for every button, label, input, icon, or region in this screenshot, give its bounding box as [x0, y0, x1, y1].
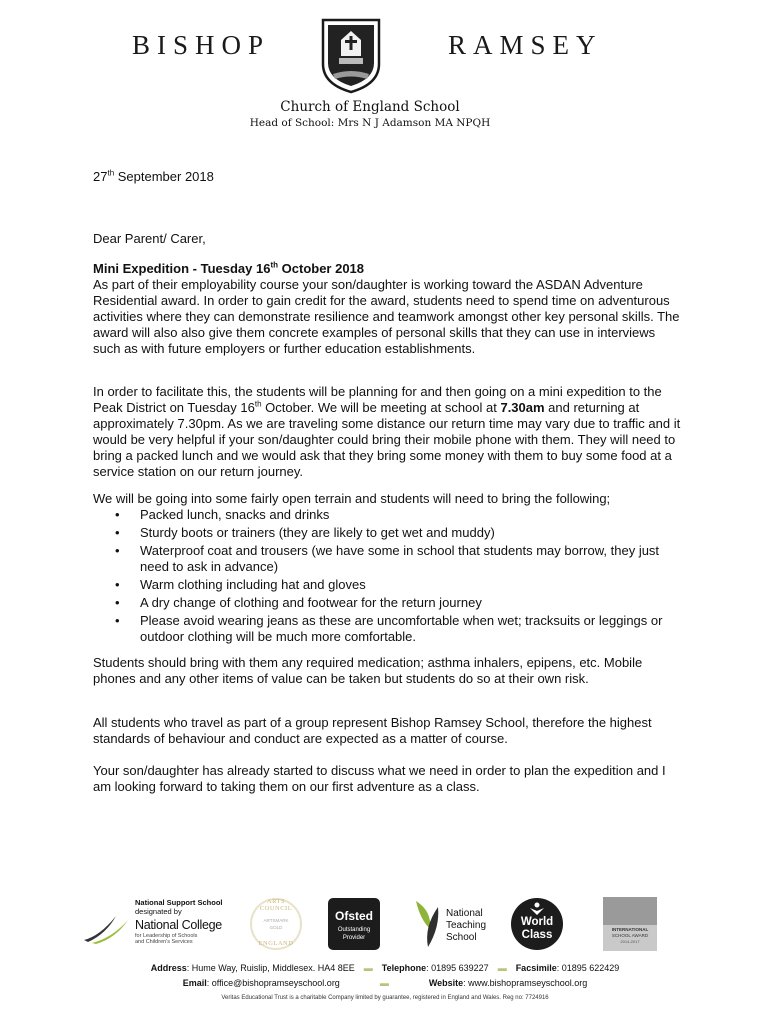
national-teaching-school-logo: [412, 897, 497, 951]
world-class-logo: [511, 898, 563, 950]
nc-line1: National Support School: [135, 898, 223, 907]
arts-mid1: ARTSMARK: [263, 918, 289, 923]
school-crest-icon: [321, 18, 381, 94]
isa-line3: 2014-2017: [620, 939, 640, 944]
paragraph-5: Your son/daughter has already started to discuss what we need in order to plan the expedition and I am looking forward to taking them on our first adventure as a class.: [93, 763, 666, 794]
ofsted-line1: Outstanding: [337, 927, 371, 933]
website-label: Website: [428, 978, 464, 988]
nts-line1: National: [446, 908, 483, 919]
international-school-award-logo: [603, 897, 657, 951]
letter-date: [93, 169, 685, 185]
school-name-right: RAMSEY: [448, 30, 603, 60]
ofsted-line2: Provider: [342, 935, 366, 941]
world-class-figure-icon: [529, 902, 545, 916]
isa-banner: [603, 897, 657, 925]
paragraph-2: In order to facilitate this, the students will be planning for and then going on a mini expedition to the Peak District on Tuesday 16th October. We will be meeting at school at 7.30am and returning at approximately 7.30pm. As we are traveling some distance our return time may vary due to traffic and it would be very helpful if your son/daughter could bring their mobile phone with them. They will need to bring a packed lunch and we would ask that they bring some money with them to buy some food at a service station on our return journey.: [93, 384, 681, 479]
separator: ▬: [379, 978, 389, 988]
head-of-school: Head of School: Mrs N J Adamson MA NPQH: [249, 117, 491, 129]
arts-top: ARTS COUNCIL: [259, 898, 293, 912]
separator: ▬: [497, 963, 507, 973]
date-day: 27: [93, 169, 108, 184]
equipment-section: [93, 491, 685, 645]
facsimile-label: Facsimile: [515, 963, 557, 973]
email-label: Email: [182, 978, 207, 988]
list-item: • Sturdy boots or trainers (they are likely to get wet and muddy): [93, 525, 685, 541]
telephone-label: Telephone: [381, 963, 427, 973]
paragraph-1: As part of their employability course your son/daughter is working toward the ASDAN Adventure Residential award. In order to gain credit for the award, students need to spend time on adventurous activities where they can demonstrate resilience and teamwork amongst other key personal skills. The award will also also give them concrete examples of personal skills that they can use in interviews such as with future employers or further education establishments.: [93, 277, 680, 356]
list-item: • Please avoid wearing jeans as these are uncomfortable when wet; tracksuits or leggings or outdoor clothing will be much more comfortable.: [93, 613, 685, 645]
ofsted-name: Ofsted: [334, 909, 373, 923]
trust-statement: Veritas Educational Trust is a charitable Company limited by guarantee, registered in England and Wales. Reg no: 7724916: [221, 995, 549, 1001]
church-of-england-subtitle: Church of England School: [280, 99, 460, 115]
paragraph-3: Students should bring with them any required medication; asthma inhalers, epipens, etc. Mobile phones and any other items of value can be taken but students do so at their own risk.: [93, 655, 643, 686]
equipment-list: [93, 507, 685, 645]
nc-name: National College: [135, 918, 222, 932]
national-college-swoosh-icon: [82, 910, 130, 944]
wc-line2: Class: [521, 929, 553, 941]
list-item: • A dry change of clothing and footwear for the return journey: [93, 595, 685, 611]
school-name-left: BISHOP: [132, 30, 271, 60]
nts-line2: Teaching: [446, 920, 487, 931]
separator: ▬: [363, 963, 373, 973]
website-link[interactable]: : www.bishopramseyschool.org: [463, 978, 588, 988]
ofsted-logo: [328, 898, 380, 950]
footer-contact-row1: [0, 963, 770, 973]
letter-main: [93, 261, 685, 357]
address-label: Address: [150, 963, 187, 973]
footer-contact-row2: [0, 978, 770, 988]
wc-line1: World: [520, 916, 554, 928]
teaching-school-leaf-icon: [412, 897, 444, 951]
nc-sub2: and Children's Services: [135, 939, 193, 945]
email-link[interactable]: : office@bishopramseyschool.org: [206, 978, 340, 988]
letter-title: Mini Expedition - Tuesday 16th October 2018: [93, 260, 365, 276]
national-college-logo: [82, 896, 222, 952]
date-rest: September 2018: [114, 169, 214, 184]
nc-sub1: for Leadership of Schools: [135, 933, 198, 939]
list-intro: We will be going into some fairly open terrain and students will need to bring the following;: [93, 491, 611, 506]
list-item: • Warm clothing including hat and gloves: [93, 577, 685, 593]
arts-council-logo: [246, 896, 306, 952]
list-item: • Packed lunch, snacks and drinks: [93, 507, 685, 523]
date-suffix: th: [107, 168, 115, 178]
arts-mid2: GOLD: [269, 925, 283, 930]
facsimile-value: : 01895 622429: [556, 963, 620, 973]
address-value: : Hume Way, Ruislip, Middlesex. HA4 8EE: [186, 963, 355, 973]
isa-line2: SCHOOL AWARD: [611, 933, 649, 938]
salutation: Dear Parent/ Carer,: [93, 231, 206, 246]
nts-line3: School: [446, 932, 477, 943]
telephone-value: : 01895 639227: [426, 963, 489, 973]
nc-line2: designated by: [135, 907, 182, 916]
isa-line1: INTERNATIONAL: [611, 927, 649, 932]
arts-bottom: ENGLAND: [258, 940, 294, 947]
paragraph-4: All students who travel as part of a group represent Bishop Ramsey School, therefore the highest standards of behaviour and conduct are expected as a matter of course.: [93, 715, 652, 746]
list-item: • Waterproof coat and trousers (we have some in school that students may borrow, they just need to ask in advance): [93, 543, 685, 575]
